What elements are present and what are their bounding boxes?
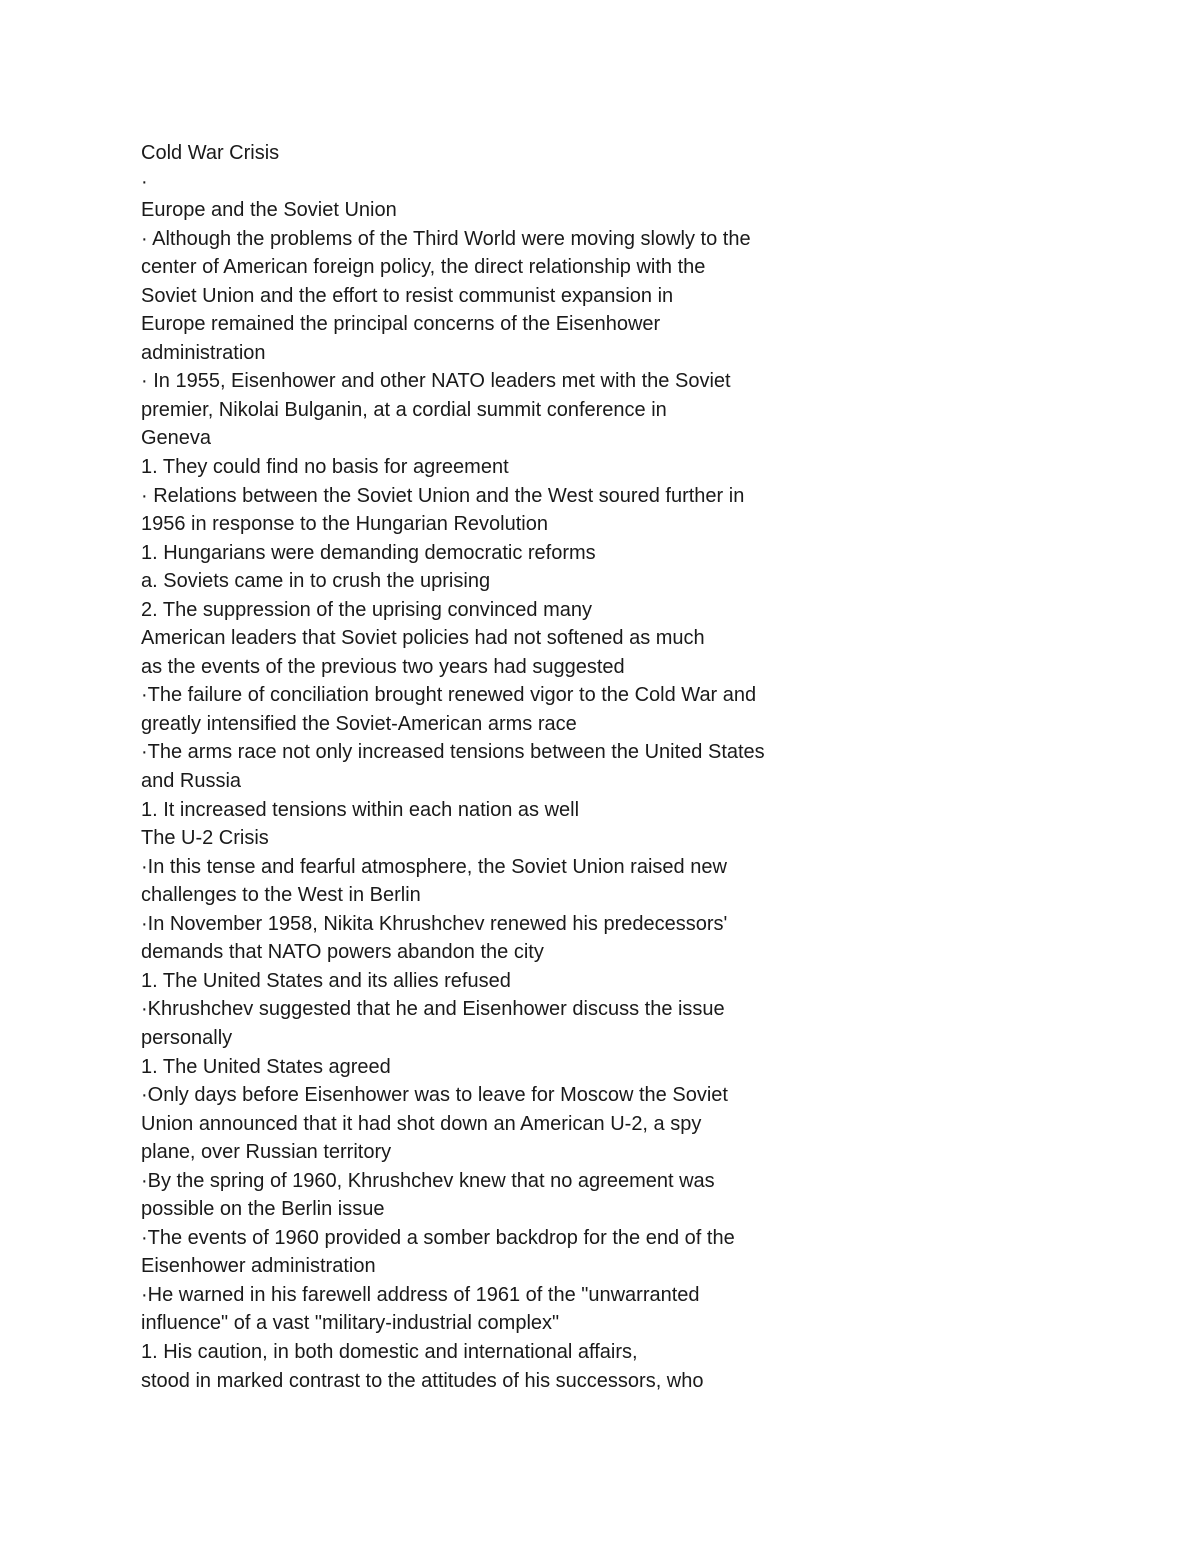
document-line: · Relations between the Soviet Union and the West soured further in — [141, 484, 745, 507]
document-line: 1. The United States agreed — [141, 1055, 391, 1078]
document-line: Geneva — [141, 427, 212, 450]
document-line: ·He warned in his farewell address of 1961 of the "unwarranted — [141, 1283, 700, 1306]
document-line: influence" of a vast "military-industrial complex" — [141, 1312, 560, 1335]
document-line: 1. Hungarians were demanding democratic reforms — [141, 541, 596, 564]
document-line: · Although the problems of the Third World were moving slowly to the — [141, 227, 751, 250]
document-line: administration — [141, 341, 266, 364]
document-line: premier, Nikolai Bulganin, at a cordial summit conference in — [141, 398, 667, 421]
document-line: Soviet Union and the effort to resist communist expansion in — [141, 284, 674, 307]
document-line: ·The failure of conciliation brought renewed vigor to the Cold War and — [141, 684, 757, 707]
document-line: challenges to the West in Berlin — [141, 884, 421, 907]
document-line: American leaders that Soviet policies had not softened as much — [141, 627, 705, 650]
document-line: 1. His caution, in both domestic and international affairs, — [141, 1340, 638, 1363]
document-line: ·Khrushchev suggested that he and Eisenhower discuss the issue — [141, 998, 725, 1021]
document-line: as the events of the previous two years had suggested — [141, 655, 625, 678]
document-title: Cold War Crisis — [141, 142, 280, 164]
document-line: ·In November 1958, Nikita Khrushchev renewed his predecessors' — [141, 912, 728, 935]
document-line: greatly intensified the Soviet-American arms race — [141, 712, 577, 735]
document-line: personally — [141, 1026, 233, 1049]
document-line: ·By the spring of 1960, Khrushchev knew that no agreement was — [141, 1169, 715, 1192]
document-body — [141, 139, 1141, 1395]
document-line: 1. It increased tensions within each nation as well — [141, 798, 580, 821]
document-line: · — [141, 170, 148, 193]
document-line: ·The arms race not only increased tensions between the United States — [141, 741, 765, 764]
document-line: The U-2 Crisis — [141, 827, 269, 850]
document-line: Europe and the Soviet Union — [141, 199, 397, 222]
document-line: ·The events of 1960 provided a somber backdrop for the end of the — [141, 1226, 735, 1249]
document-line: Union announced that it had shot down an American U-2, a spy — [141, 1112, 702, 1135]
document-line: ·Only days before Eisenhower was to leave for Moscow the Soviet — [141, 1084, 728, 1107]
document-line: and Russia — [141, 770, 242, 793]
document-line: 1. They could find no basis for agreement — [141, 456, 509, 479]
document-line: Europe remained the principal concerns of the Eisenhower — [141, 313, 661, 336]
document-line: 2. The suppression of the uprising convinced many — [141, 598, 593, 621]
document-line: a. Soviets came in to crush the uprising — [141, 570, 491, 593]
document-line: ·In this tense and fearful atmosphere, the Soviet Union raised new — [141, 855, 727, 878]
document-line: possible on the Berlin issue — [141, 1198, 385, 1221]
document-line: plane, over Russian territory — [141, 1141, 392, 1164]
document-line: 1. The United States and its allies refused — [141, 969, 511, 992]
document-line: Eisenhower administration — [141, 1255, 376, 1278]
document-line: · In 1955, Eisenhower and other NATO leaders met with the Soviet — [141, 370, 731, 393]
document-line: 1956 in response to the Hungarian Revolution — [141, 513, 548, 536]
document-line: center of American foreign policy, the direct relationship with the — [141, 256, 706, 279]
document-line: demands that NATO powers abandon the city — [141, 941, 544, 964]
document-line: stood in marked contrast to the attitudes of his successors, who — [141, 1369, 704, 1392]
